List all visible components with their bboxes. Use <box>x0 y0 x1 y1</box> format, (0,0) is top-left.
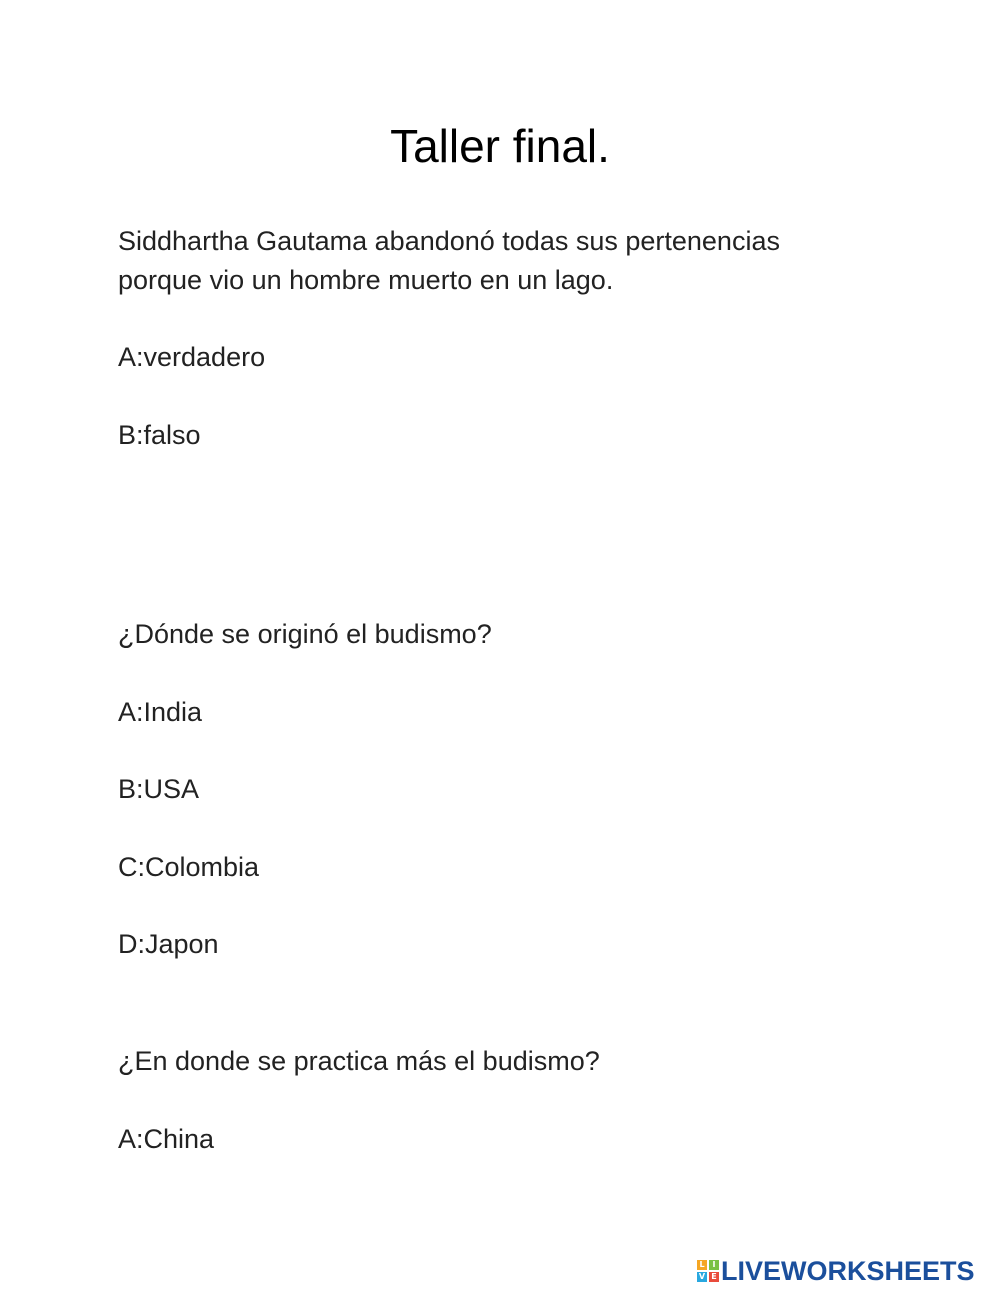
logo-tile: L <box>697 1260 707 1270</box>
question-2-text: ¿Dónde se originó el budismo? <box>118 619 492 649</box>
logo-tiles-icon <box>697 1260 719 1282</box>
question-2-option-b: B:USA <box>118 774 200 804</box>
liveworksheets-logo <box>697 1256 975 1286</box>
question-1-option-b: B:falso <box>118 420 201 450</box>
page-title: Taller final. <box>390 120 610 172</box>
question-3-text: ¿En donde se practica más el budismo? <box>118 1046 600 1076</box>
question-2-option-c: C:Colombia <box>118 852 260 882</box>
question-1-line-1: Siddhartha Gautama abandonó todas sus pertenencias <box>118 226 780 256</box>
logo-tile: E <box>709 1272 719 1282</box>
logo-tile: V <box>698 1272 706 1281</box>
question-1-option-a: A:verdadero <box>118 342 266 372</box>
question-2-option-a: A:India <box>118 697 203 727</box>
logo-tile: I <box>709 1260 719 1270</box>
question-3-option-a: A:China <box>118 1124 215 1154</box>
question-2-option-d: D:Japon <box>118 929 219 959</box>
question-1-line-2: porque vio un hombre muerto en un lago. <box>118 265 614 295</box>
logo-text: LIVEWORKSHEETS <box>721 1255 975 1286</box>
